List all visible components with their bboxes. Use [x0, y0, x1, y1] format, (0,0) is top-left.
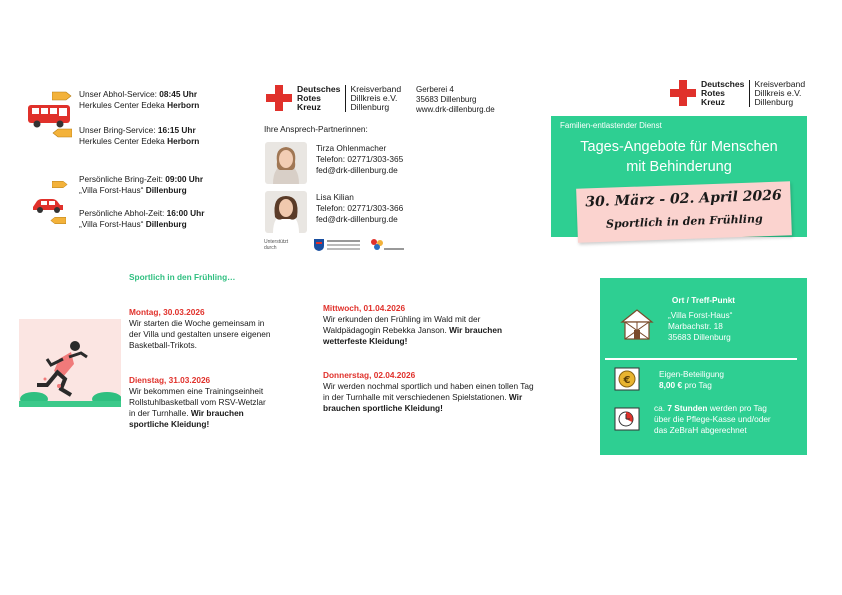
address — [416, 85, 495, 115]
person2-details — [316, 192, 403, 225]
kv-line: Dillenburg — [754, 97, 794, 107]
bus-pickup-time: 08:45 Uhr — [159, 89, 198, 99]
arrow-right-icon — [52, 180, 68, 189]
hours-text: das ZeBraH abgerechnet — [654, 425, 747, 435]
day2-title: Dienstag, 31.03.2026 — [129, 375, 211, 385]
cost-label: Eigen-Beteiligung — [659, 369, 725, 379]
cost-unit: pro Tag — [684, 380, 712, 390]
hours-prefix: ca. — [654, 403, 666, 413]
day4 — [323, 370, 583, 414]
day1 — [129, 307, 307, 351]
car-pickup-place: „Villa Forst-Haus“ — [79, 219, 144, 229]
day3 — [323, 303, 573, 347]
car-pickup-label: Persönliche Abhol-Zeit: — [79, 208, 165, 218]
bus-icon — [27, 104, 71, 128]
bus-dropoff-place: Herkules Center Edeka — [79, 136, 165, 146]
car-bring-town: Dillenburg — [145, 185, 187, 195]
day2-text: Rollstuhlbasketball vom RSV-Wetzlar — [129, 397, 266, 407]
cover-title — [551, 137, 807, 177]
logo-word: Deutsches — [701, 79, 745, 89]
car-bring-time: 09:00 Uhr — [165, 174, 204, 184]
logo-word: Kreuz — [701, 97, 725, 107]
kv-line: Kreisverband — [350, 84, 402, 94]
day3-note: Wir brauchen — [449, 325, 503, 335]
day1-title: Montag, 30.03.2026 — [129, 307, 205, 317]
day2-note: sportliche Kleidung! — [129, 419, 210, 429]
day4-note: Wir — [508, 392, 523, 402]
cost-value: 8,00 € — [659, 380, 683, 390]
house-icon — [620, 308, 654, 340]
day2-text: Wir bekommen eine Trainingseinheit — [129, 386, 264, 396]
day1-text: Wir starten die Woche gemeinsam in — [129, 318, 265, 328]
logo-word: Rotes — [297, 93, 321, 103]
meeting-city: 35683 Dillenburg — [668, 332, 731, 342]
logo-word: Kreuz — [297, 102, 321, 112]
meeting-street: Marbachstr. 18 — [668, 321, 723, 331]
drk-logo-contact — [266, 85, 401, 112]
logo-word: Rotes — [701, 88, 725, 98]
person2-photo — [265, 191, 307, 233]
sponsor-logo-icon — [368, 237, 406, 253]
arrow-right-icon — [52, 91, 72, 101]
hours-value: 7 Stunden — [667, 403, 708, 413]
runner-illustration — [19, 319, 121, 407]
kv-line: Dillenburg — [350, 102, 390, 112]
bus-dropoff-town: Herborn — [167, 136, 200, 146]
service-label: Familien-entlastender Dienst — [560, 121, 662, 130]
logo-word: Deutsches — [297, 84, 341, 94]
day3-title: Mittwoch, 01.04.2026 — [323, 303, 406, 313]
info-box — [600, 278, 807, 455]
day2 — [129, 375, 307, 430]
drk-logo-cover — [670, 80, 805, 107]
kv-line: Dillkreis e.V. — [350, 93, 398, 103]
day1-text: der Villa und gestalten unsere eigenen — [129, 329, 271, 339]
car-pickup-time: 16:00 Uhr — [166, 208, 205, 218]
date-range: 30. März - 02. April 2026 — [585, 187, 782, 211]
person2-phone: Telefon: 02771/303-366 — [316, 203, 404, 213]
meeting-address — [668, 310, 732, 343]
euro-coin-icon — [614, 367, 640, 391]
date-banner — [576, 181, 792, 242]
cover-title-line1: Tages-Angebote für Menschen — [580, 139, 778, 155]
red-cross-icon — [670, 80, 696, 106]
bus-pickup-town: Herborn — [167, 100, 200, 110]
day1-text: Basketball-Trikots. — [129, 340, 197, 350]
website-link[interactable]: www.drk-dillenburg.de — [416, 105, 495, 114]
car-pickup-town: Dillenburg — [145, 219, 187, 229]
bus-pickup-place: Herkules Center Edeka — [79, 100, 165, 110]
day2-note: Wir brauchen — [190, 408, 244, 418]
hours-details — [654, 403, 804, 436]
car-icon — [31, 196, 65, 214]
cost-details — [659, 369, 724, 391]
day4-text: Wir werden nochmal sportlich und haben einen tollen Tag — [323, 381, 534, 391]
day3-note: wetterfeste Kleidung! — [323, 336, 408, 346]
meeting-point-heading: Ort / Treff-Punkt — [671, 295, 736, 305]
motto: Sportlich in den Frühling — [605, 212, 763, 231]
day4-text: in der Turnhalle mit verschiedenen Spielstationen. — [323, 392, 507, 402]
cover-title-line2: mit Behinderung — [626, 159, 732, 175]
person1-name: Tirza Ohlenmacher — [316, 143, 387, 153]
kv-line: Kreisverband — [754, 79, 806, 89]
day3-text: Wir erkunden den Frühling im Wald mit der — [323, 314, 481, 324]
car-bring-label: Persönliche Bring-Zeit: — [79, 174, 163, 184]
day3-text: Waldpädagogin Rebekka Janson. — [323, 325, 447, 335]
clock-calendar-icon — [614, 407, 640, 431]
bus-pickup-label: Unser Abhol-Service: — [79, 89, 157, 99]
car-bring-place: „Villa Forst-Haus“ — [79, 185, 144, 195]
day2-text: in der Turnhalle. — [129, 408, 189, 418]
sponsor-logo-hessen — [314, 238, 360, 252]
person2-email[interactable]: fed@drk-dillenburg.de — [316, 214, 398, 224]
person2-name: Lisa Kilian — [316, 192, 354, 202]
svg-text:€: € — [623, 375, 631, 386]
bus-dropoff-label: Unser Bring-Service: — [79, 125, 156, 135]
day4-title: Donnerstag, 02.04.2026 — [323, 370, 416, 380]
arrow-left-icon — [50, 216, 66, 225]
person1-phone: Telefon: 02771/303-365 — [316, 154, 404, 164]
contact-heading: Ihre Ansprech-Partnerinnen: — [264, 124, 368, 134]
person1-email[interactable]: fed@drk-dillenburg.de — [316, 165, 398, 175]
program-heading: Sportlich in den Frühling… — [129, 272, 236, 282]
hours-text: über die Pflege-Kasse und/oder — [654, 414, 771, 424]
divider — [605, 358, 797, 360]
person1-photo — [265, 142, 307, 184]
supported-by-label: Unterstützt durch — [264, 239, 289, 251]
meeting-place: „Villa Forst-Haus“ — [668, 310, 733, 320]
address-street: Gerberei 4 — [416, 85, 454, 94]
kv-line: Dillkreis e.V. — [754, 88, 802, 98]
address-city: 35683 Dillenburg — [416, 95, 477, 104]
hessen-crest-icon — [314, 239, 324, 251]
red-cross-icon — [266, 85, 292, 111]
bus-dropoff-time: 16:15 Uhr — [157, 125, 196, 135]
day4-note: brauchen sportliche Kleidung! — [323, 403, 443, 413]
person1-details — [316, 143, 403, 176]
arrow-left-icon — [52, 128, 72, 138]
hours-text: werden pro Tag — [709, 403, 767, 413]
transport-section — [22, 86, 257, 236]
